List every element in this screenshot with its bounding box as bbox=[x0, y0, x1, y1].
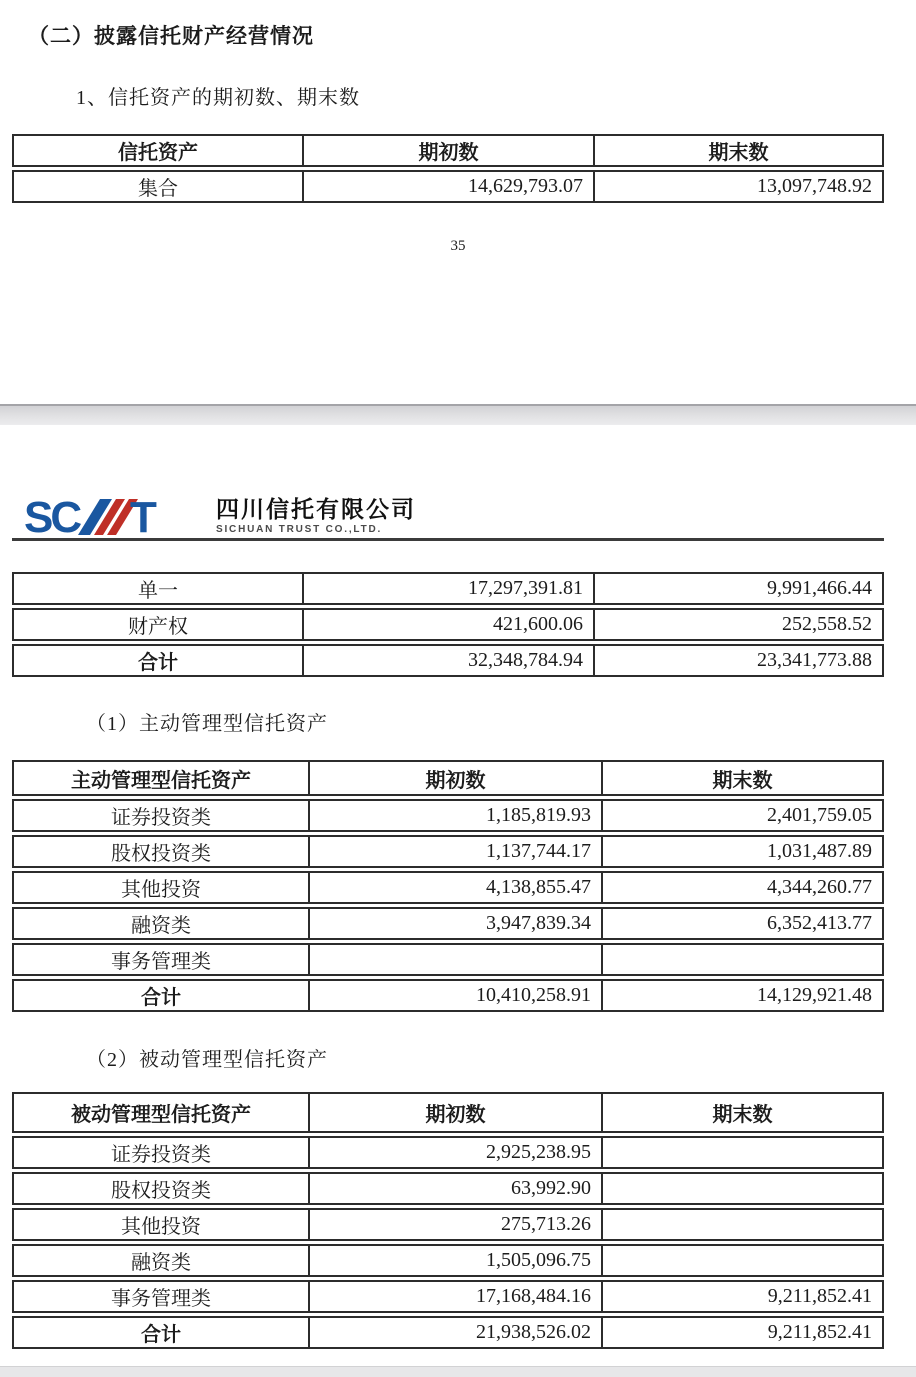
table-cell: 单一 bbox=[12, 572, 302, 605]
table-row bbox=[12, 943, 884, 976]
table-cell: 其他投资 bbox=[12, 871, 308, 904]
table-cell: 事务管理类 bbox=[12, 1280, 308, 1313]
table-cell: 421,600.06 bbox=[302, 608, 593, 641]
table-cell: 事务管理类 bbox=[12, 943, 308, 976]
trust-assets-table bbox=[12, 131, 884, 206]
table-cell: 股权投资类 bbox=[12, 835, 308, 868]
table-cell: 1,185,819.93 bbox=[308, 799, 601, 832]
table-row bbox=[12, 835, 884, 868]
table-row bbox=[12, 1172, 884, 1205]
table-cell: 2,925,238.95 bbox=[308, 1136, 601, 1169]
table-header-cell: 信托资产 bbox=[12, 134, 302, 167]
page-separator bbox=[0, 404, 916, 425]
page-separator-bottom bbox=[0, 1366, 916, 1377]
table-row bbox=[12, 871, 884, 904]
table-cell bbox=[601, 1136, 884, 1169]
sichuan-trust-logo-icon bbox=[24, 497, 202, 537]
table-cell: 275,713.26 bbox=[308, 1208, 601, 1241]
table-header-cell: 期初数 bbox=[308, 1092, 601, 1133]
table-cell: 4,138,855.47 bbox=[308, 871, 601, 904]
table-header-cell: 期初数 bbox=[302, 134, 593, 167]
header-rule bbox=[12, 538, 884, 541]
table-cell bbox=[601, 1172, 884, 1205]
page-number: 35 bbox=[450, 238, 466, 254]
table-cell: 63,992.90 bbox=[308, 1172, 601, 1205]
table-cell: 21,938,526.02 bbox=[308, 1316, 601, 1349]
table-cell: 证券投资类 bbox=[12, 799, 308, 832]
table-cell: 6,352,413.77 bbox=[601, 907, 884, 940]
table-cell: 9,991,466.44 bbox=[593, 572, 884, 605]
table-row bbox=[12, 608, 884, 641]
section-heading: （二）披露信托财产经营情况 bbox=[28, 24, 314, 48]
svg-text:T: T bbox=[130, 497, 157, 537]
company-logo bbox=[24, 497, 916, 537]
subsection-2-heading: （2）被动管理型信托资产 bbox=[86, 1049, 328, 1071]
table-cell: 其他投资 bbox=[12, 1208, 308, 1241]
table-cell: 17,297,391.81 bbox=[302, 572, 593, 605]
sub-heading: 1、信托资产的期初数、期末数 bbox=[76, 87, 360, 109]
company-name-cn: 四川信托有限公司 bbox=[216, 496, 416, 522]
table-cell: 合计 bbox=[12, 644, 302, 677]
table-header-cell: 期末数 bbox=[601, 1092, 884, 1133]
subsection-1-heading: （1）主动管理型信托资产 bbox=[86, 713, 328, 735]
table-cell: 集合 bbox=[12, 170, 302, 203]
table-cell: 4,344,260.77 bbox=[601, 871, 884, 904]
table-total-row bbox=[12, 1316, 884, 1349]
table-cell: 1,031,487.89 bbox=[601, 835, 884, 868]
table-row bbox=[12, 907, 884, 940]
table-cell bbox=[601, 1244, 884, 1277]
table-cell: 14,129,921.48 bbox=[601, 979, 884, 1012]
table-cell: 合计 bbox=[12, 1316, 308, 1349]
table-row bbox=[12, 799, 884, 832]
table-row bbox=[12, 1244, 884, 1277]
table-header-cell: 期末数 bbox=[601, 760, 884, 796]
table-cell bbox=[601, 1208, 884, 1241]
table-header-row bbox=[12, 1092, 884, 1133]
table-cell: 融资类 bbox=[12, 907, 308, 940]
table-header-row bbox=[12, 134, 884, 167]
table-cell: 融资类 bbox=[12, 1244, 308, 1277]
table-total-row bbox=[12, 644, 884, 677]
table-cell: 252,558.52 bbox=[593, 608, 884, 641]
document-page-1 bbox=[0, 0, 916, 404]
trust-assets-table-continuation bbox=[12, 569, 884, 680]
passive-managed-assets-table bbox=[12, 1089, 884, 1352]
table-total-row bbox=[12, 979, 884, 1012]
active-managed-assets-table bbox=[12, 757, 884, 1015]
table-cell: 1,505,096.75 bbox=[308, 1244, 601, 1277]
table-cell: 32,348,784.94 bbox=[302, 644, 593, 677]
svg-text:SC: SC bbox=[24, 497, 80, 537]
table-cell: 股权投资类 bbox=[12, 1172, 308, 1205]
table-header-row bbox=[12, 760, 884, 796]
table-header-cell: 期末数 bbox=[593, 134, 884, 167]
table-cell: 3,947,839.34 bbox=[308, 907, 601, 940]
table-cell: 14,629,793.07 bbox=[302, 170, 593, 203]
table-cell: 13,097,748.92 bbox=[593, 170, 884, 203]
table-cell: 财产权 bbox=[12, 608, 302, 641]
table-cell: 10,410,258.91 bbox=[308, 979, 601, 1012]
table-cell bbox=[601, 943, 884, 976]
table-header-cell: 期初数 bbox=[308, 760, 601, 796]
table-header-cell: 被动管理型信托资产 bbox=[12, 1092, 308, 1133]
table-cell: 2,401,759.05 bbox=[601, 799, 884, 832]
table-row bbox=[12, 572, 884, 605]
table-row bbox=[12, 170, 884, 203]
table-cell: 合计 bbox=[12, 979, 308, 1012]
table-header-cell: 主动管理型信托资产 bbox=[12, 760, 308, 796]
logo-text-block bbox=[216, 497, 416, 535]
table-cell: 17,168,484.16 bbox=[308, 1280, 601, 1313]
table-cell bbox=[308, 943, 601, 976]
table-row bbox=[12, 1136, 884, 1169]
table-cell: 9,211,852.41 bbox=[601, 1316, 884, 1349]
company-name-en: SICHUAN TRUST CO.,LTD. bbox=[216, 524, 383, 535]
document-page-2 bbox=[0, 425, 916, 1366]
table-row bbox=[12, 1280, 884, 1313]
table-cell: 23,341,773.88 bbox=[593, 644, 884, 677]
table-cell: 证券投资类 bbox=[12, 1136, 308, 1169]
table-cell: 1,137,744.17 bbox=[308, 835, 601, 868]
table-cell: 9,211,852.41 bbox=[601, 1280, 884, 1313]
table-row bbox=[12, 1208, 884, 1241]
